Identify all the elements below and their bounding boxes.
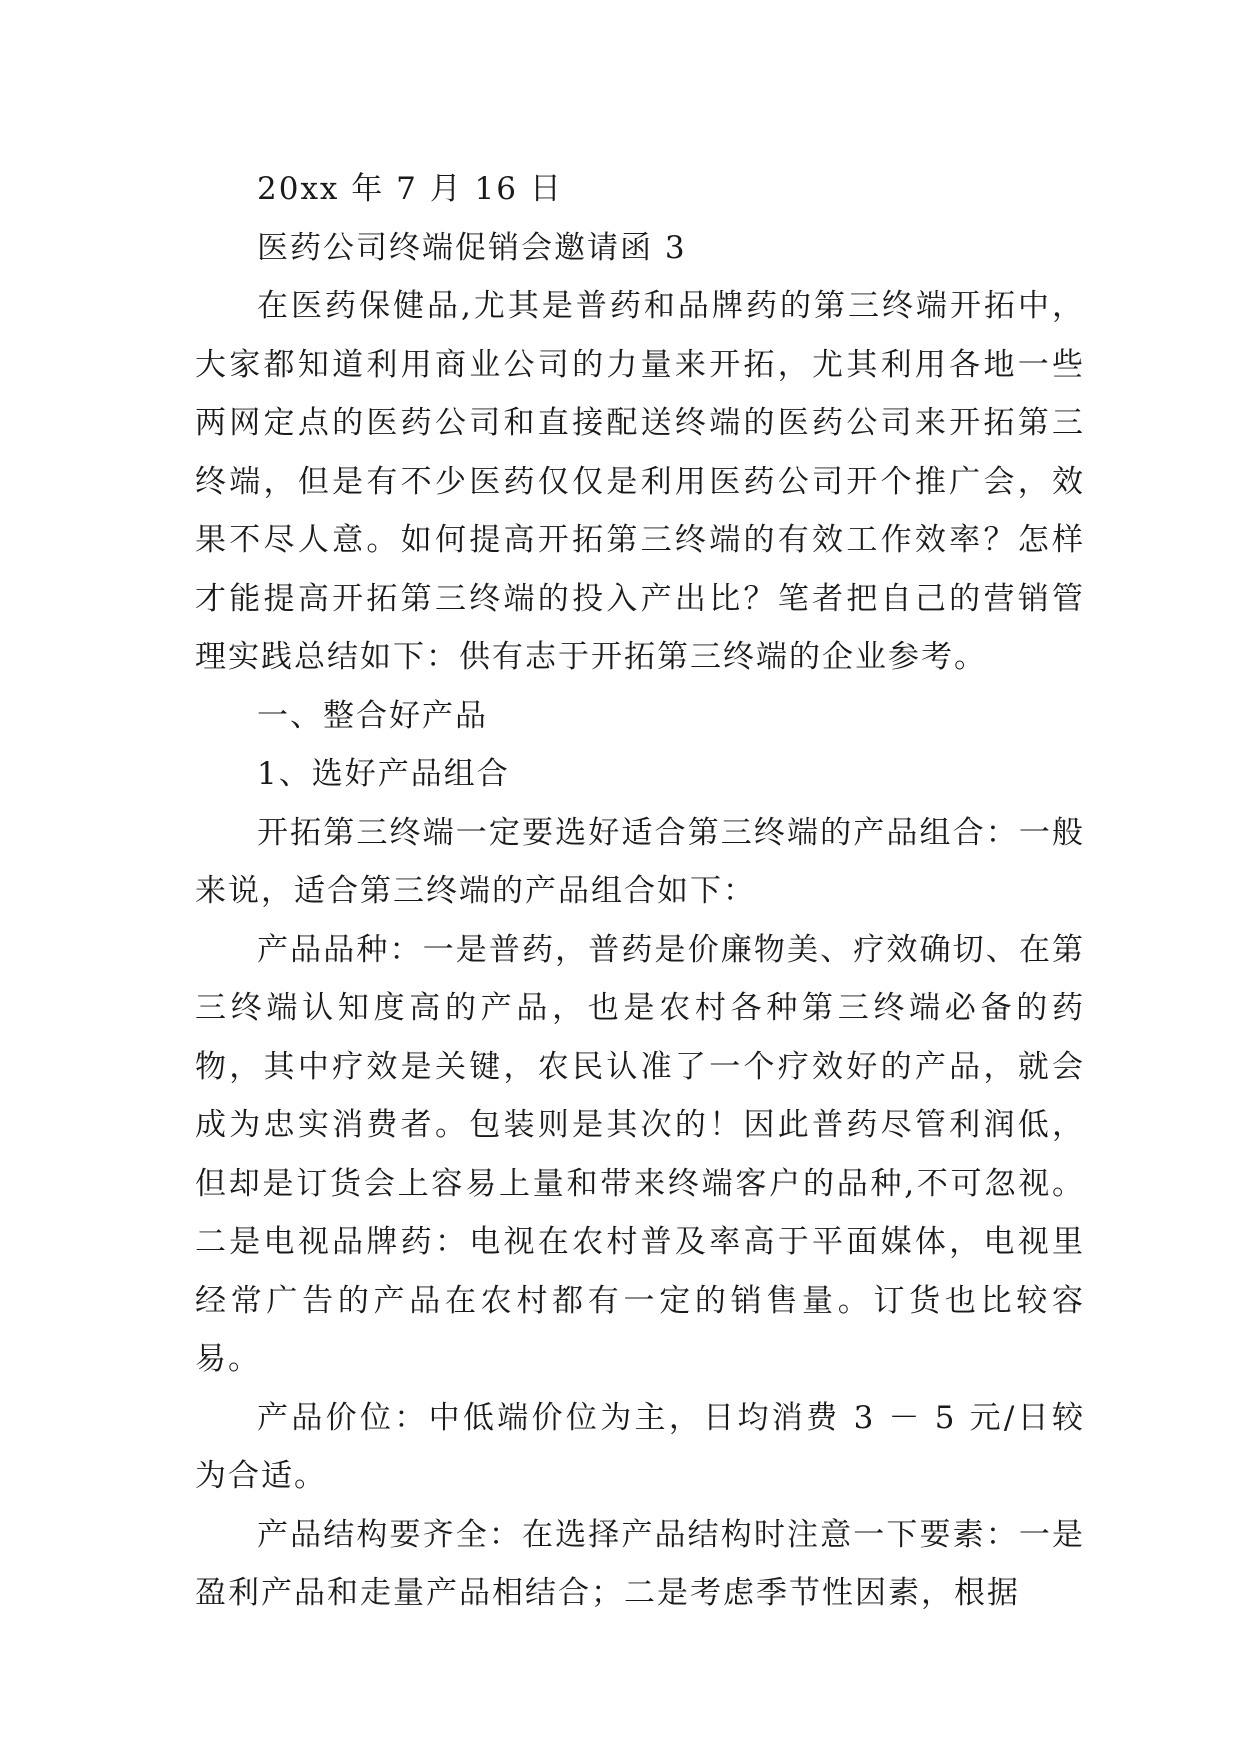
document-title: 医药公司终端促销会邀请函 3 xyxy=(257,229,687,266)
subsection-heading: 1、选好产品组合 xyxy=(257,756,510,792)
paragraph-product-combo: 开拓第三终端一定要选好适合第三终端的产品组合：一般来说，适合第三终端的产品组合如下： xyxy=(195,814,1085,909)
paragraph-product-structure: 产品结构要齐全：在选择产品结构时注意一下要素：一是盈利产品和走量产品相结合；二是考虑季节性因素，根据 xyxy=(195,1516,1085,1611)
date-line: 20xx 年 7 月 16 日 xyxy=(257,171,563,207)
section-heading: 一、整合好产品 xyxy=(257,697,488,734)
paragraph-product-price: 产品价位：中低端价位为主，日均消费 3 － 5 元/日较为合适。 xyxy=(195,1399,1085,1494)
document-body xyxy=(195,160,1085,1623)
paragraph-product-variety: 产品品种：一是普药，普药是价廉物美、疗效确切、在第三终端认知度高的产品，也是农村各种第三终端必备的药物，其中疗效是关键，农民认准了一个疗效好的产品，就会成为忠实消费者。包装则是其次的！因此普药尽管利润低，但却是订货会上容易上量和带来终端客户的品种,不可忽视。二是电视品牌药：电视在农村普及率高于平面媒体，电视里经常广告的产品在农村都有一定的销售量。订货也比较容易。 xyxy=(195,931,1085,1377)
paragraph-intro: 在医药保健品,尤其是普药和品牌药的第三终端开拓中，大家都知道利用商业公司的力量来开拓，尤其利用各地一些两网定点的医药公司和直接配送终端的医药公司来开拓第三终端，但是有不少医药仅仅是利用医药公司开个推广会，效果不尽人意。如何提高开拓第三终端的有效工作效率？怎样才能提高开拓第三终端的投入产出比？笔者把自己的营销管理实践总结如下：供有志于开拓第三终端的企业参考。 xyxy=(195,288,1085,675)
